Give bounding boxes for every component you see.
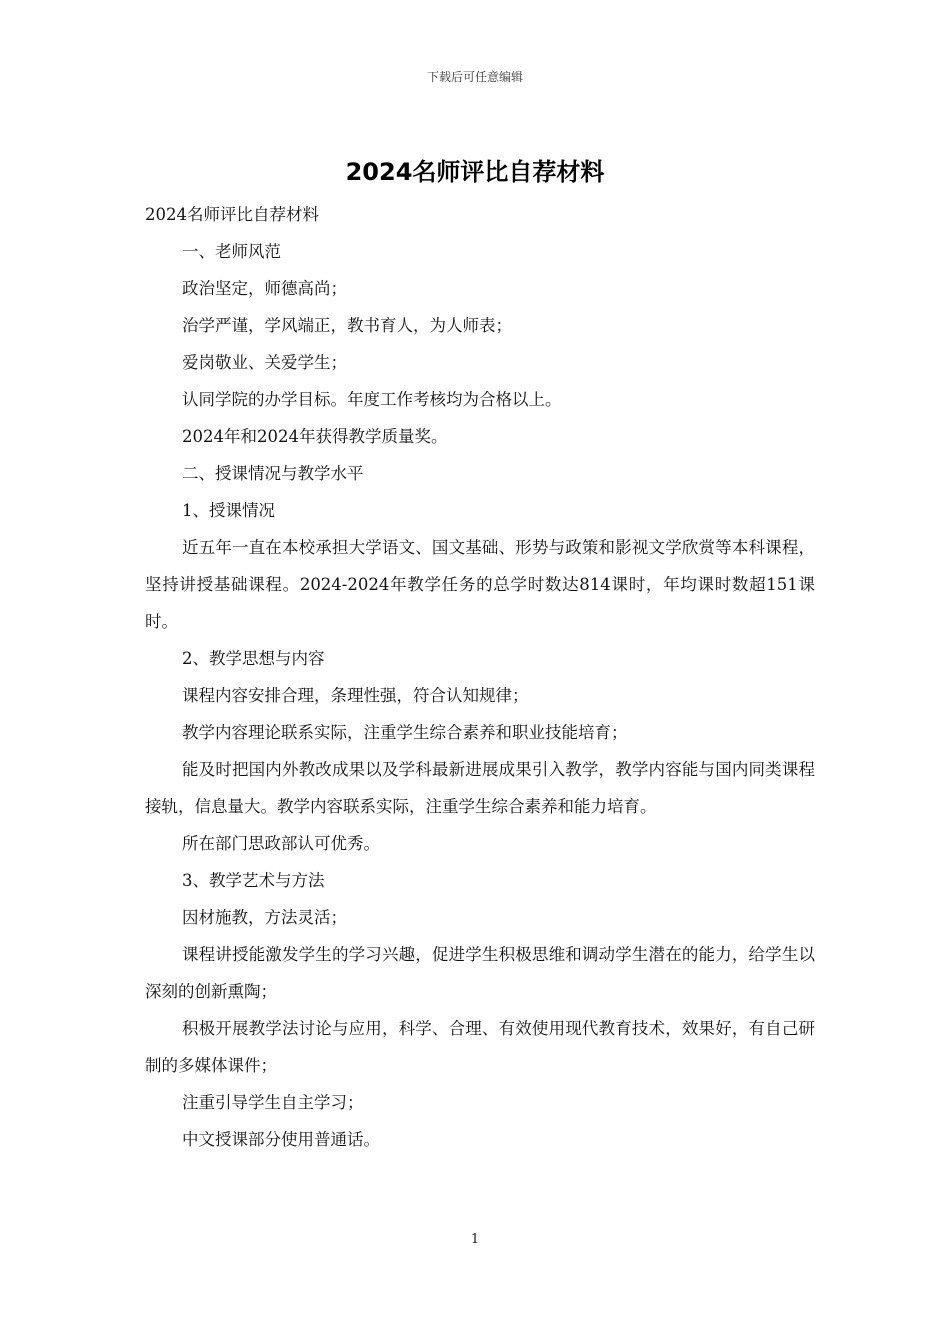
- body-paragraph: 治学严谨，学风端正，教书育人，为人师表；: [182, 316, 512, 335]
- body-paragraph: 近五年一直在本校承担大学语文、国文基础、形势与政策和影视文学欣赏等本科课程，坚持讲授基础课程。2024-2024年教学任务的总学时数达814课时，年均课时数超151课时。: [145, 538, 815, 631]
- subsection-heading-thought: 2、教学思想与内容: [182, 649, 325, 668]
- header-note: 下载后可任意编辑: [426, 70, 523, 84]
- document-body: [145, 196, 815, 1158]
- body-paragraph: 认同学院的办学目标。年度工作考核均为合格以上。: [182, 390, 562, 409]
- section-heading-teaching: 二、授课情况与教学水平: [182, 464, 364, 483]
- body-paragraph: 中文授课部分使用普通话。: [182, 1130, 380, 1149]
- body-paragraph: 爱岗敬业、关爱学生；: [182, 353, 347, 372]
- body-paragraph: 课程讲授能激发学生的学习兴趣，促进学生积极思维和调动学生潜在的能力，给学生以深刻的创新熏陶；: [145, 945, 815, 1001]
- body-paragraph: 政治坚定，师德高尚；: [182, 279, 347, 298]
- body-paragraph: 所在部门思政部认可优秀。: [182, 834, 380, 853]
- subsection-heading-courses: 1、授课情况: [182, 501, 275, 520]
- section-heading-teacher-style: 一、老师风范: [182, 242, 281, 261]
- body-paragraph: 注重引导学生自主学习；: [182, 1093, 364, 1112]
- body-paragraph: 能及时把国内外教改成果以及学科最新进展成果引入教学，教学内容能与国内同类课程接轨，信息量大。教学内容联系实际，注重学生综合素养和能力培育。: [145, 760, 815, 816]
- document-title: 2024名师评比自荐材料: [345, 158, 605, 186]
- body-paragraph: 2024年和2024年获得教学质量奖。: [182, 427, 448, 446]
- page-number: 1: [470, 1232, 480, 1247]
- body-paragraph: 课程内容安排合理，条理性强，符合认知规律；: [182, 686, 529, 705]
- subtitle-paragraph: 2024名师评比自荐材料: [145, 205, 319, 224]
- body-paragraph: 积极开展教学法讨论与应用，科学、合理、有效使用现代教育技术，效果好，有自己研制的多媒体课件；: [145, 1019, 815, 1075]
- body-paragraph: 因材施教，方法灵活；: [182, 908, 347, 927]
- subsection-heading-methods: 3、教学艺术与方法: [182, 871, 325, 890]
- body-paragraph: 教学内容理论联系实际，注重学生综合素养和职业技能培育；: [182, 723, 628, 742]
